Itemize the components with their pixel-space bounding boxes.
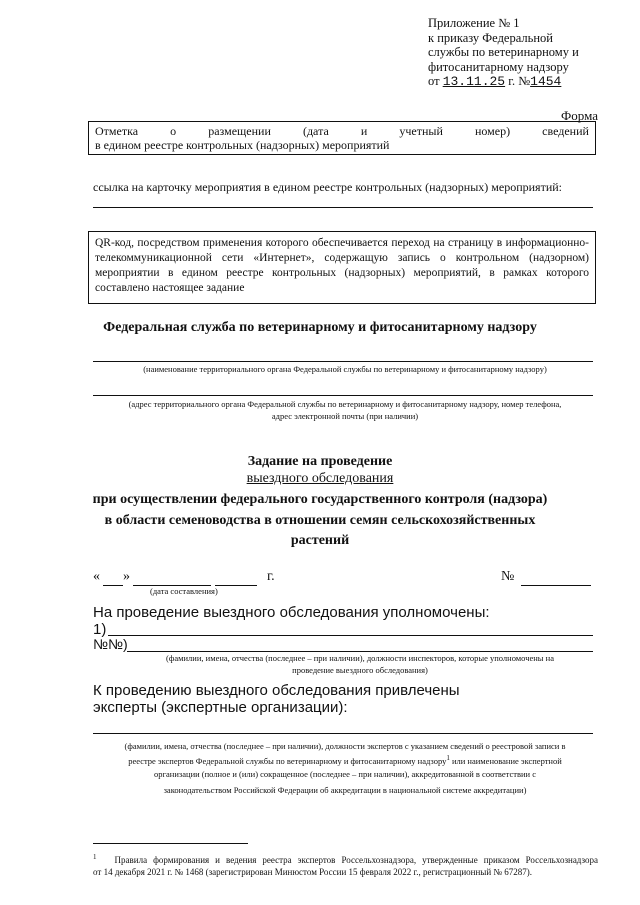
authorized-caption-2: проведение выездного обследования) [292,665,428,675]
appendix-line-1: Приложение № 1 [428,16,520,30]
footnote-mark: 1 [93,853,97,861]
appendix-date-line [428,74,628,90]
word: размещении [208,124,271,138]
link-line [93,207,593,208]
experts-caption-2a: реестре экспертов Федеральной службы по ветеринарному и фитосанитарному надзору [128,755,447,766]
placement-box-line-2: в едином реестре контрольных (надзорных) мероприятий [95,138,390,152]
task-title-3: при осуществлении федерального государственного контроля (надзора) [92,492,548,507]
qr-box: QR-код, посредством применения которого обеспечивается переход на страницу в информационно-телекоммуникационной сети «Интернет», содержащую запись о контрольном (надзорном) мероприятии в едином реестре контрольных (надзорных) мероприятий, в рамках которого составлено настоящее задание [88,231,596,304]
footnote [93,851,598,878]
word: (дата [302,124,329,138]
experts-line [93,733,593,734]
quote-open: « [93,569,100,584]
placement-box-line-1 [95,124,589,138]
task-title-2 [0,469,640,489]
authority-name: Федеральная служба по ветеринарному и фитосанитарному надзору [103,320,537,335]
word: сведений [542,124,589,138]
experts-caption-4: законодательством Российской Федерации об аккредитации в национальной системе аккредитации) [163,785,527,795]
authorized-line-1 [108,635,593,636]
placement-box [88,121,596,155]
experts-caption-3: организации (полное и (или) сокращенное (последнее – при наличии), аккредитованной в соответствии с [154,769,536,779]
date-prefix: от [428,74,440,88]
word: и [360,124,368,138]
authorized-numbers: №№) [93,636,128,652]
address-caption-1: (адрес территориального органа Федеральной службы по ветеринарному и фитосанитарному надзору, номер телефона, [128,399,562,409]
order-date: 13.11.25 [442,74,506,89]
year-blank [215,585,257,586]
appendix-line-4: фитосанитарному надзору [428,59,569,74]
word: о [170,124,177,138]
authority-caption: (наименование территориального органа Федеральной службы по ветеринарному и фитосанитарному надзору) [143,364,547,374]
quote-close: » [123,569,130,584]
authorized-item-1: 1) [93,621,107,638]
footnote-line-2: от 14 декабря 2021 г. № 1468 (зарегистрирован Минюстом России 15 февраля 2022 г., регистрационный № 67287). [93,867,532,877]
experts-caption-1: (фамилии, имена, отчества (последнее – при наличии), должности экспертов с указанием сведений о реестровой записи в [124,741,566,751]
appendix-line-3: службы по ветеринарному и [428,45,579,59]
task-title-5: растений [290,533,350,548]
address-line [93,395,593,396]
word: учетный [399,124,443,138]
word: Отметка [95,124,139,138]
task-title-4: в области семеноводства в отношении семян сельскохозяйственных [104,513,536,528]
task-type: выездного обследования [246,471,394,486]
footnote-text-1: Правила формирования и ведения реестра экспертов Россельхознадзора, утвержденные приказом Россельхознадзора [114,855,598,865]
footnote-separator [93,843,248,844]
link-label: ссылка на карточку мероприятия в едином реестре контрольных (надзорных) мероприятий: [93,180,562,194]
order-number: 1454 [530,74,562,89]
experts-heading-2: эксперты (экспертные организации): [93,699,348,716]
number-sign: № [501,569,515,584]
authorized-heading: На проведение выездного обследования уполномочены: [93,604,490,621]
year-label: г. [267,569,275,584]
authorized-caption-1: (фамилии, имена, отчества (последнее – при наличии), должности инспекторов, которые уполномочены на [166,653,554,663]
authority-line [93,361,593,362]
footnote-ref: 1 [446,754,450,762]
year-suffix: г. № [508,74,531,88]
word: номер) [474,124,511,138]
address-caption-2: адрес электронной почты (при наличии) [271,411,419,421]
experts-heading-1: К проведению выездного обследования привлечены [93,682,460,699]
form-label: Форма [561,108,598,123]
experts-caption-2b: или наименование экспертной [451,755,562,766]
day-blank [103,585,123,586]
appendix-line-2: к приказу Федеральной [428,30,553,45]
experts-caption-2 [60,752,630,767]
appendix-header [428,16,628,90]
date-caption: (дата составления) [150,586,218,596]
number-blank [521,585,591,586]
task-title-1: Задание на проведение [247,454,393,469]
footnote-line-1 [93,851,598,866]
